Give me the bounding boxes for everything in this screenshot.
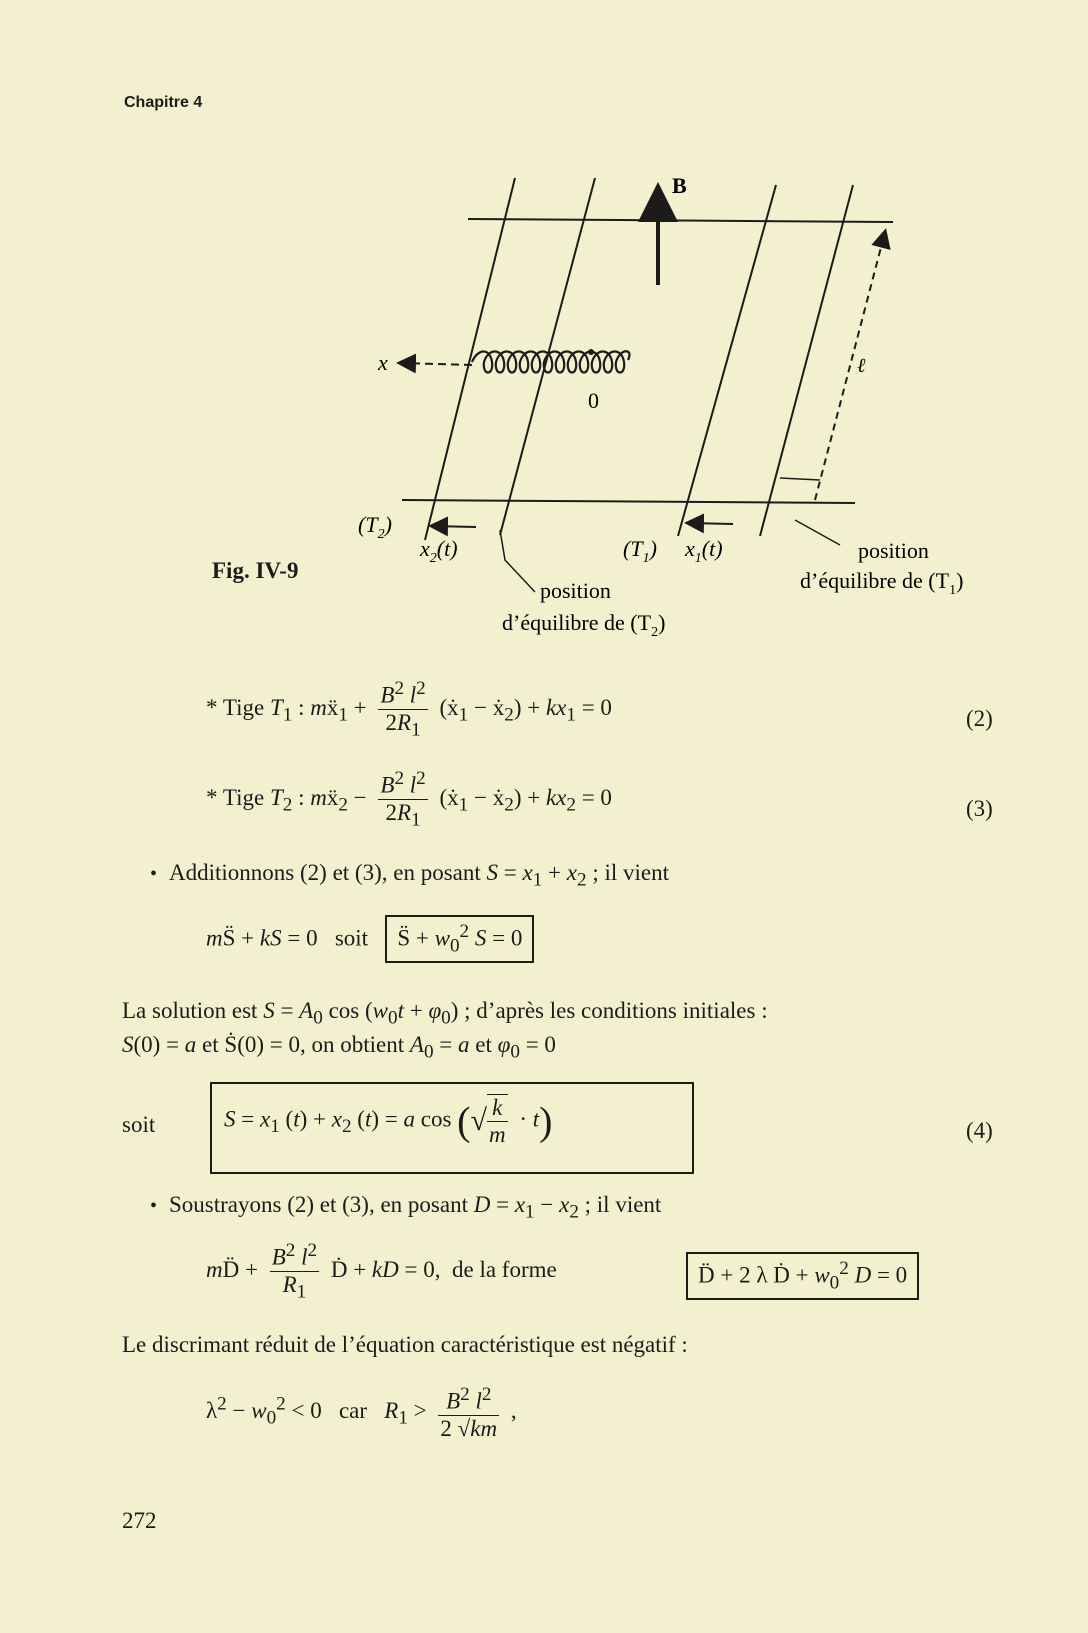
b-field-label: B xyxy=(672,173,687,198)
rail-bottom xyxy=(402,500,855,503)
t2-label: $(T_2)$ xyxy=(358,512,392,542)
equation-2-number: (2) xyxy=(966,706,993,731)
chapter-header: Chapitre 4 xyxy=(124,94,203,111)
length-label: ℓ xyxy=(857,355,866,377)
solution-line1: La solution est $S = A_0$ $\cos (w_0t + \varphi_0)$ ; d’après les conditions initiales : xyxy=(122,998,768,1029)
rail-top xyxy=(468,219,893,222)
figure-label: Fig. IV-9 xyxy=(212,558,299,583)
rod-left xyxy=(425,178,515,540)
discriminant-text: Le discrimant réduit de l’équation caractéristique est négatif : xyxy=(122,1332,688,1357)
sum-equation: mS̈ + kS = 0 soit S̈ + $w_0^2$ S = 0 xyxy=(206,915,534,963)
equation-4-box: $S = x_1$ $(t) + x_2$ (t) = a cos (√ $\frac{k}{m}$ · t) xyxy=(210,1082,694,1174)
soit-label: soit xyxy=(122,1112,156,1137)
page-number: 272 xyxy=(122,1508,157,1533)
x1-label: $x_1(t)$ xyxy=(685,536,723,566)
figure-diagram xyxy=(0,0,1088,640)
rod-T1 xyxy=(678,185,776,536)
eq-t1-line1: position xyxy=(858,538,929,563)
eq-t1-line2: d’équilibre de $(T_1)$ xyxy=(800,568,964,598)
spring xyxy=(472,351,629,372)
eq-t2-line1: position xyxy=(540,578,611,603)
equation-3: * Tige $T_2$ : mẍ$_2$ − $\frac{B^2 l^2}{2R_1}$ (ẋ$_1$ − ẋ$_2$) + $kx_2 = 0$ xyxy=(206,768,612,831)
origin-label: 0 xyxy=(588,388,599,413)
additionnons-line: • Additionnons (2) et (3), en posant $S = x_1 + x_2$ ; il vient xyxy=(150,860,669,891)
x2-label: $x_2(t)$ xyxy=(420,536,458,566)
equation-3-number: (3) xyxy=(966,796,993,821)
damped-equation-box: D̈ + 2 λ Ḋ + $w_0^2$ D = 0 xyxy=(686,1252,919,1300)
difference-equation: mD̈ + $\frac{B^2 l^2}{R_1}$ Ḋ + kD = 0, de la forme xyxy=(206,1240,557,1303)
eq-t2-line2: d’équilibre de $(T_2)$ xyxy=(502,610,666,640)
solution-line2: S(0) = a et Ṡ(0) = 0, on obtient $A_0 = a$ et $\varphi_0 = 0$ xyxy=(122,1032,556,1063)
rod-right xyxy=(760,185,853,536)
soustrayons-line: • Soustrayons (2) et (3), en posant $D = x_1 - x_2$ ; il vient xyxy=(150,1192,662,1223)
equation-4-number: (4) xyxy=(966,1118,993,1143)
t1-label: $(T_1)$ xyxy=(623,536,657,566)
discriminant-equation: $\lambda^2 - w_0^2 < 0$ car $R_1$ > $\frac{B^2 l^2}{2 √km}$ , xyxy=(206,1384,517,1441)
x-axis-label: x xyxy=(378,350,388,375)
equation-2: * Tige $T_1$ : mẍ$_1$ + $\frac{B^2 l^2}{2R_1}$ (ẋ$_1$ − ẋ$_2$) + $kx_1 = 0$ xyxy=(206,678,612,741)
